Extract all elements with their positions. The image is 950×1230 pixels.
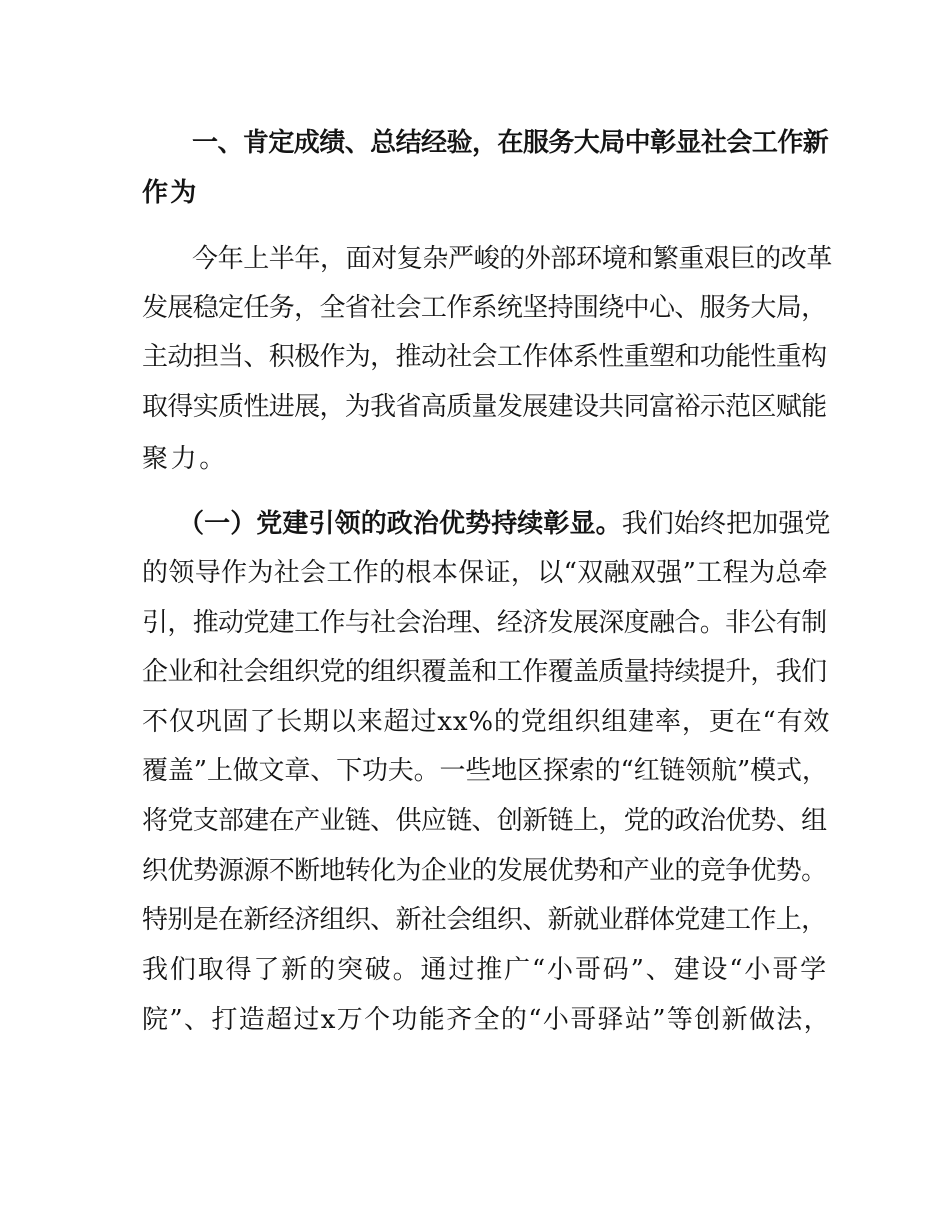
paragraph-1-line-3: 主动担当、积极作为，推动社会工作体系性重塑和功能性重构 <box>142 342 827 372</box>
paragraph-2-line-8: 织优势源源不断地转化为企业的发展优势和产业的竞争优势。 <box>142 856 827 886</box>
paragraph-1-line-5: 聚力。 <box>142 444 228 474</box>
paragraph-1-line-1: 今年上半年，面对复杂严峻的外部环境和繁重艰巨的改革 <box>192 244 833 274</box>
paragraph-2-line-10: 我们取得了新的突破。通过推广“小哥码”、建设“小哥学 <box>142 955 828 985</box>
paragraph-2-line-9: 特别是在新经济组织、新社会组织、新就业群体党建工作上， <box>142 905 827 935</box>
paragraph-2-line-3: 引，推动党建工作与社会治理、经济发展深度融合。非公有制 <box>142 608 827 638</box>
section-heading-line-2: 作为 <box>142 178 199 208</box>
paragraph-2-lead-heading: （一）党建引领的政治优势持续彰显。 <box>178 509 622 539</box>
paragraph-2-lead-text: 我们始终把加强党 <box>621 509 831 539</box>
paragraph-2-line-2: 的领导作为社会工作的根本保证，以“双融双强”工程为总牵 <box>142 558 829 588</box>
paragraph-2-line-11: 院”、打造超过x万个功能齐全的“小哥驿站”等创新做法， <box>142 1005 831 1035</box>
paragraph-2-line-7: 将党支部建在产业链、供应链、创新链上，党的政治优势、组 <box>142 806 827 836</box>
paragraph-2-line-4: 企业和社会组织党的组织覆盖和工作覆盖质量持续提升，我们 <box>142 657 827 687</box>
paragraph-2-line-5: 不仅巩固了长期以来超过xx%的党组织组建率，更在“有效 <box>142 707 831 737</box>
paragraph-1-line-4: 取得实质性进展，为我省高质量发展建设共同富裕示范区赋能 <box>142 392 827 422</box>
section-heading-line-1: 一、肯定成绩、总结经验，在服务大局中彰显社会工作新 <box>192 128 829 158</box>
paragraph-1-line-2: 发展稳定任务，全省社会工作系统坚持围绕中心、服务大局， <box>142 293 827 323</box>
paragraph-2-line-6: 覆盖”上做文章、下功夫。一些地区探索的“红链领航”模式， <box>142 756 828 786</box>
paragraph-2-line-1 <box>178 509 831 539</box>
